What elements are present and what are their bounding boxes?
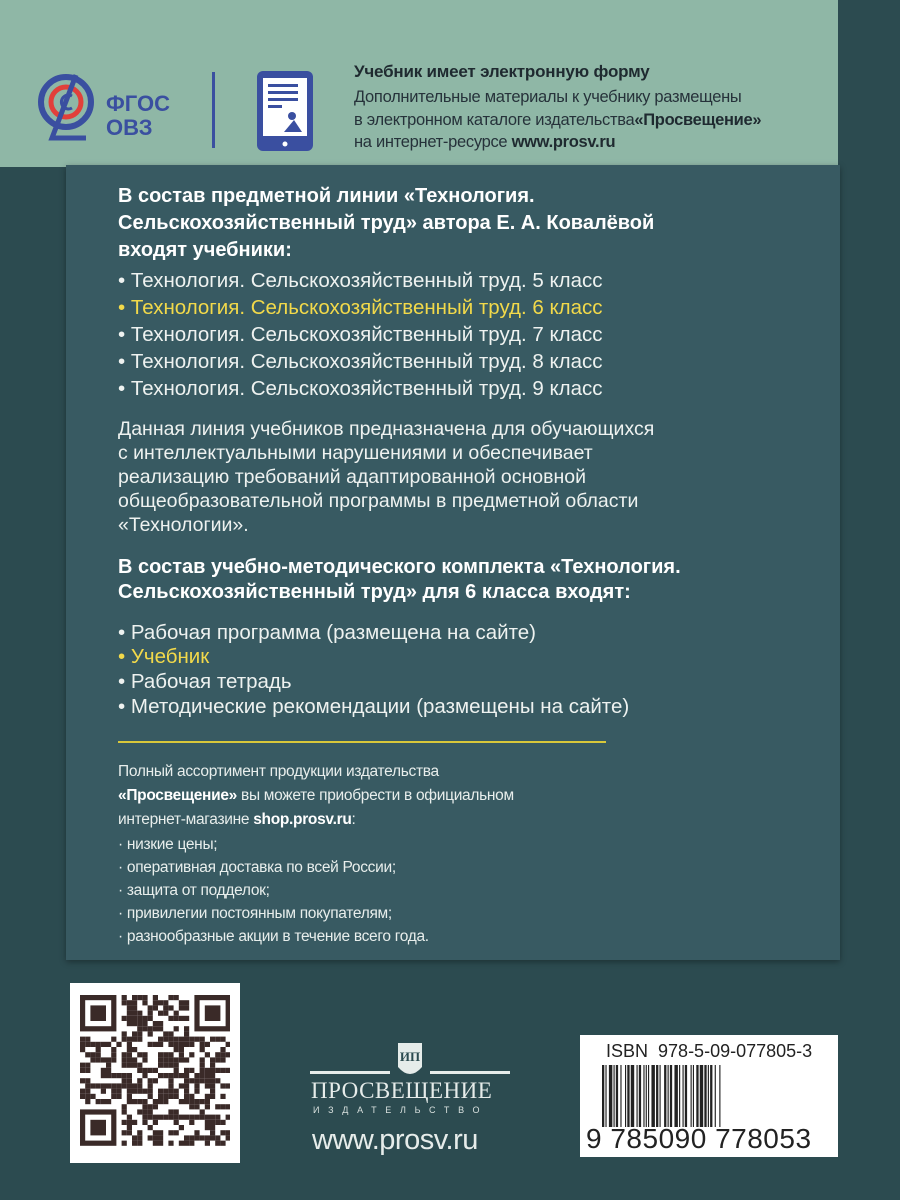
kit-item-current: • Учебник bbox=[118, 645, 210, 668]
kit-heading-2: Сельскохозяйственный труд» для 6 класса входят: bbox=[118, 581, 631, 603]
line-heading-2: Сельскохозяйственный труд» автора Е. А. Ковалёвой bbox=[118, 212, 655, 234]
shop-line3 bbox=[118, 811, 356, 829]
isbn-barcode bbox=[580, 1035, 838, 1157]
kit-item: • Методические рекомендации (размещены на сайте) bbox=[118, 695, 630, 718]
publisher-name: «Просвещение» bbox=[118, 787, 237, 804]
barcode-digit-group: 785090 bbox=[610, 1123, 707, 1154]
kit-heading-1: В состав учебно-методического комплекта «Технология. bbox=[118, 556, 681, 578]
textbook-item: • Технология. Сельскохозяйственный труд. 8 класс bbox=[118, 350, 603, 373]
shop-benefit-item: · разнообразные акции в течение всего года. bbox=[118, 928, 429, 945]
qr-code-icon bbox=[80, 995, 230, 1151]
isbn-line bbox=[606, 1041, 812, 1062]
eform-title: Учебник имеет электронную форму bbox=[354, 62, 650, 81]
barcode-icon bbox=[602, 1065, 828, 1127]
shop-link[interactable]: shop.prosv.ru bbox=[253, 811, 352, 828]
shop-benefit-item: · защита от подделок; bbox=[118, 882, 270, 899]
textbook-item: • Технология. Сельскохозяйственный труд. 7 класс bbox=[118, 323, 603, 346]
shop-line1: Полный ассортимент продукции издательства bbox=[118, 763, 439, 780]
logo-mark: ИП bbox=[399, 1049, 421, 1064]
prosv-link[interactable]: www.prosv.ru bbox=[511, 133, 616, 151]
eform-line2-text: в электронном каталоге издательства bbox=[354, 111, 635, 129]
publisher-name: «Просвещение» bbox=[634, 111, 762, 129]
eform-line3 bbox=[354, 133, 615, 152]
shop-colon: : bbox=[351, 811, 356, 828]
kit-item: • Рабочая программа (размещена на сайте) bbox=[118, 621, 536, 644]
section-rule bbox=[118, 741, 606, 743]
shop-line2 bbox=[118, 787, 514, 805]
eform-line3-text: на интернет-ресурсе bbox=[354, 133, 512, 151]
shop-benefit-item: · привилегии постоянным покупателям; bbox=[118, 905, 392, 922]
kit-item: • Рабочая тетрадь bbox=[118, 670, 292, 693]
eform-line1: Дополнительные материалы к учебнику размещены bbox=[354, 88, 742, 106]
fgos-label bbox=[106, 92, 170, 140]
logo-divider bbox=[212, 72, 215, 148]
shop-benefit-item: · низкие цены; bbox=[118, 836, 218, 853]
shop-line2-text: вы можете приобрести в официальном bbox=[237, 787, 514, 804]
eform-line2 bbox=[354, 111, 761, 130]
publisher-url[interactable]: www.prosv.ru bbox=[312, 1124, 478, 1156]
description-line: реализацию требований адаптированной основной bbox=[118, 466, 586, 488]
barcode-digit-group: 778053 bbox=[715, 1123, 812, 1154]
description-line: Данная линия учебников предназначена для обучающихся bbox=[118, 418, 655, 440]
line-heading-1: В состав предметной линии «Технология. bbox=[118, 185, 535, 207]
tablet-icon bbox=[256, 70, 314, 152]
publisher-subtitle: ИЗДАТЕЛЬСТВО bbox=[313, 1105, 489, 1115]
textbook-item-current: • Технология. Сельскохозяйственный труд. 6 класс bbox=[118, 296, 603, 319]
description-line: «Технологии». bbox=[118, 514, 249, 536]
publisher-logo-icon bbox=[310, 1037, 510, 1081]
shop-benefit-item: · оперативная доставка по всей России; bbox=[118, 859, 396, 876]
line-heading-3: входят учебники: bbox=[118, 239, 292, 261]
publisher-logo-name: ПРОСВЕЩЕНИЕ bbox=[311, 1078, 493, 1103]
isbn-label: ISBN bbox=[606, 1041, 649, 1061]
qr-code[interactable] bbox=[70, 983, 240, 1163]
barcode-digits bbox=[586, 1123, 812, 1155]
fgos-logo-icon bbox=[36, 70, 96, 150]
textbook-item: • Технология. Сельскохозяйственный труд. 5 класс bbox=[118, 269, 603, 292]
textbook-item: • Технология. Сельскохозяйственный труд. 9 класс bbox=[118, 377, 603, 400]
isbn-number: 978-5-09-077805-3 bbox=[658, 1041, 813, 1061]
description-line: с интеллектуальными нарушениями и обеспечивает bbox=[118, 442, 593, 464]
fgos-line2: ОВЗ bbox=[106, 115, 153, 140]
description-line: общеобразовательной программы в предметной области bbox=[118, 490, 639, 512]
shop-line3-text: интернет-магазине bbox=[118, 811, 254, 828]
fgos-line1: ФГОС bbox=[106, 91, 170, 116]
barcode-digit-group: 9 bbox=[586, 1123, 603, 1154]
